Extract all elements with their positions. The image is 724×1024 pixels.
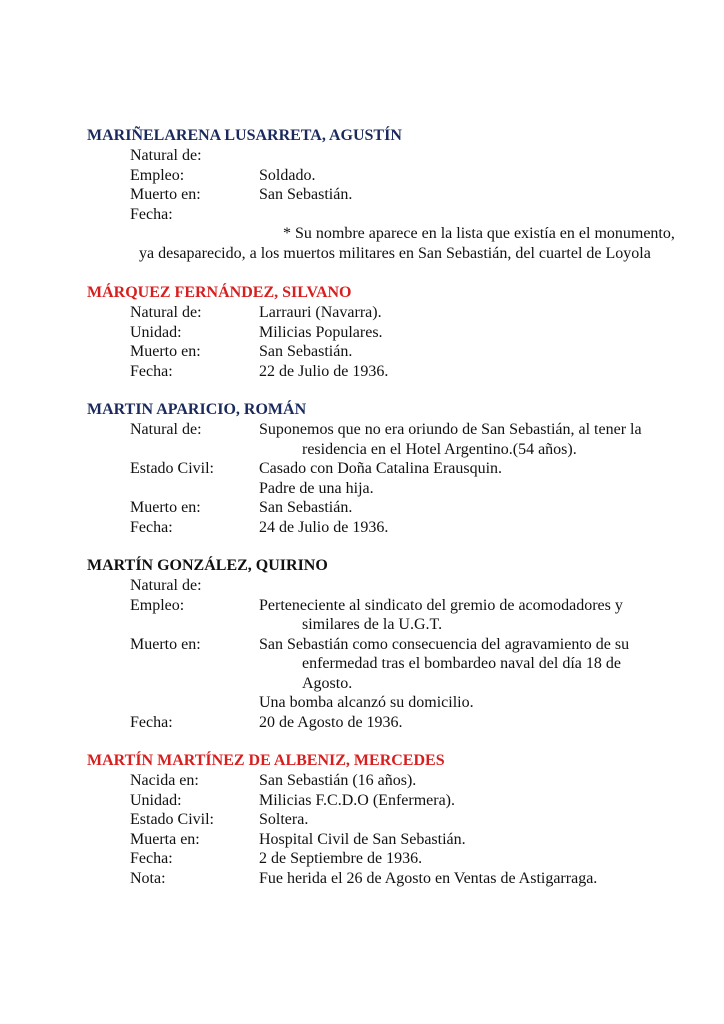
entry-name: MARTIN APARICIO, ROMÁN (87, 401, 307, 418)
field-value: Suponemos que no era oriundo de San Sebastián, al tener la (259, 421, 642, 438)
field-value: Soldado. (259, 167, 316, 184)
field-value: 22 de Julio de 1936. (259, 363, 389, 380)
field-row (0, 498, 724, 518)
field-label: Natural de: (130, 147, 202, 164)
field-value: Larrauri (Navarra). (259, 304, 382, 321)
field-value: San Sebastián. (259, 499, 353, 516)
field-value: enfermedad tras el bombardeo naval del día 18 de (302, 655, 621, 672)
field-value: Hospital Civil de San Sebastián. (259, 831, 466, 848)
field-label: Unidad: (130, 324, 182, 341)
field-row (0, 791, 724, 811)
field-row (0, 810, 724, 830)
field-label: Fecha: (130, 519, 173, 536)
field-value: 20 de Agosto de 1936. (259, 714, 403, 731)
field-row (0, 693, 724, 713)
field-value: San Sebastián como consecuencia del agravamiento de su (259, 636, 630, 653)
field-row (0, 576, 724, 596)
field-label: Natural de: (130, 421, 202, 438)
field-value: Padre de una hija. (259, 480, 374, 497)
field-row (0, 518, 724, 538)
entry-name: MARTÍN MARTÍNEZ DE ALBENIZ, MERCEDES (87, 752, 445, 769)
field-label: Fecha: (130, 850, 173, 867)
field-value: 24 de Julio de 1936. (259, 519, 389, 536)
entry-name: MÁRQUEZ FERNÁNDEZ, SILVANO (87, 284, 352, 301)
field-row (0, 654, 724, 674)
field-row (0, 185, 724, 205)
field-row (0, 479, 724, 499)
field-row (0, 420, 724, 440)
field-row (0, 323, 724, 343)
field-row (0, 166, 724, 186)
field-label: Empleo: (130, 167, 185, 184)
field-row (0, 146, 724, 166)
field-label: Estado Civil: (130, 811, 214, 828)
field-row (0, 830, 724, 850)
note-line: * Su nombre aparece en la lista que existía en el monumento, (283, 225, 675, 242)
field-value: Agosto. (302, 675, 353, 692)
field-label: Unidad: (130, 792, 182, 809)
field-label: Muerto en: (130, 499, 201, 516)
field-value: San Sebastián. (259, 186, 353, 203)
field-label: Natural de: (130, 577, 202, 594)
field-value: San Sebastián. (259, 343, 353, 360)
field-value: Casado con Doña Catalina Erausquin. (259, 460, 503, 477)
field-row (0, 635, 724, 655)
field-row (0, 362, 724, 382)
entry-name: MARIÑELARENA LUSARRETA, AGUSTÍN (87, 127, 402, 144)
field-row (0, 342, 724, 362)
field-label: Fecha: (130, 363, 173, 380)
field-label: Muerto en: (130, 186, 201, 203)
field-value: 2 de Septiembre de 1936. (259, 850, 423, 867)
field-row (0, 615, 724, 635)
field-value: San Sebastián (16 años). (259, 772, 417, 789)
field-row (0, 869, 724, 889)
field-row (0, 459, 724, 479)
field-row (0, 303, 724, 323)
field-label: Muerto en: (130, 343, 201, 360)
field-label: Estado Civil: (130, 460, 214, 477)
field-row (0, 205, 724, 225)
field-value: Soltera. (259, 811, 309, 828)
field-label: Natural de: (130, 304, 202, 321)
field-value: Milicias Populares. (259, 324, 383, 341)
note-line: ya desaparecido, a los muertos militares en San Sebastián, del cuartel de Loyola (139, 245, 651, 262)
field-value: Milicias F.C.D.O (Enfermera). (259, 792, 455, 809)
field-value: Una bomba alcanzó su domicilio. (259, 694, 474, 711)
field-row (0, 674, 724, 694)
field-row (0, 440, 724, 460)
field-label: Empleo: (130, 597, 185, 614)
field-label: Muerta en: (130, 831, 200, 848)
field-value: Fue herida el 26 de Agosto en Ventas de Astigarraga. (259, 870, 598, 887)
field-label: Fecha: (130, 206, 173, 223)
field-value: residencia en el Hotel Argentino.(54 años). (302, 441, 577, 458)
field-row (0, 596, 724, 616)
field-label: Fecha: (130, 714, 173, 731)
field-label: Muerto en: (130, 636, 201, 653)
field-row (0, 849, 724, 869)
field-label: Nacida en: (130, 772, 199, 789)
field-row (0, 713, 724, 733)
field-row (0, 771, 724, 791)
field-label: Nota: (130, 870, 166, 887)
entry-name: MARTÍN GONZÁLEZ, QUIRINO (87, 557, 328, 574)
field-value: Perteneciente al sindicato del gremio de acomodadores y (259, 597, 623, 614)
field-value: similares de la U.G.T. (302, 616, 443, 633)
